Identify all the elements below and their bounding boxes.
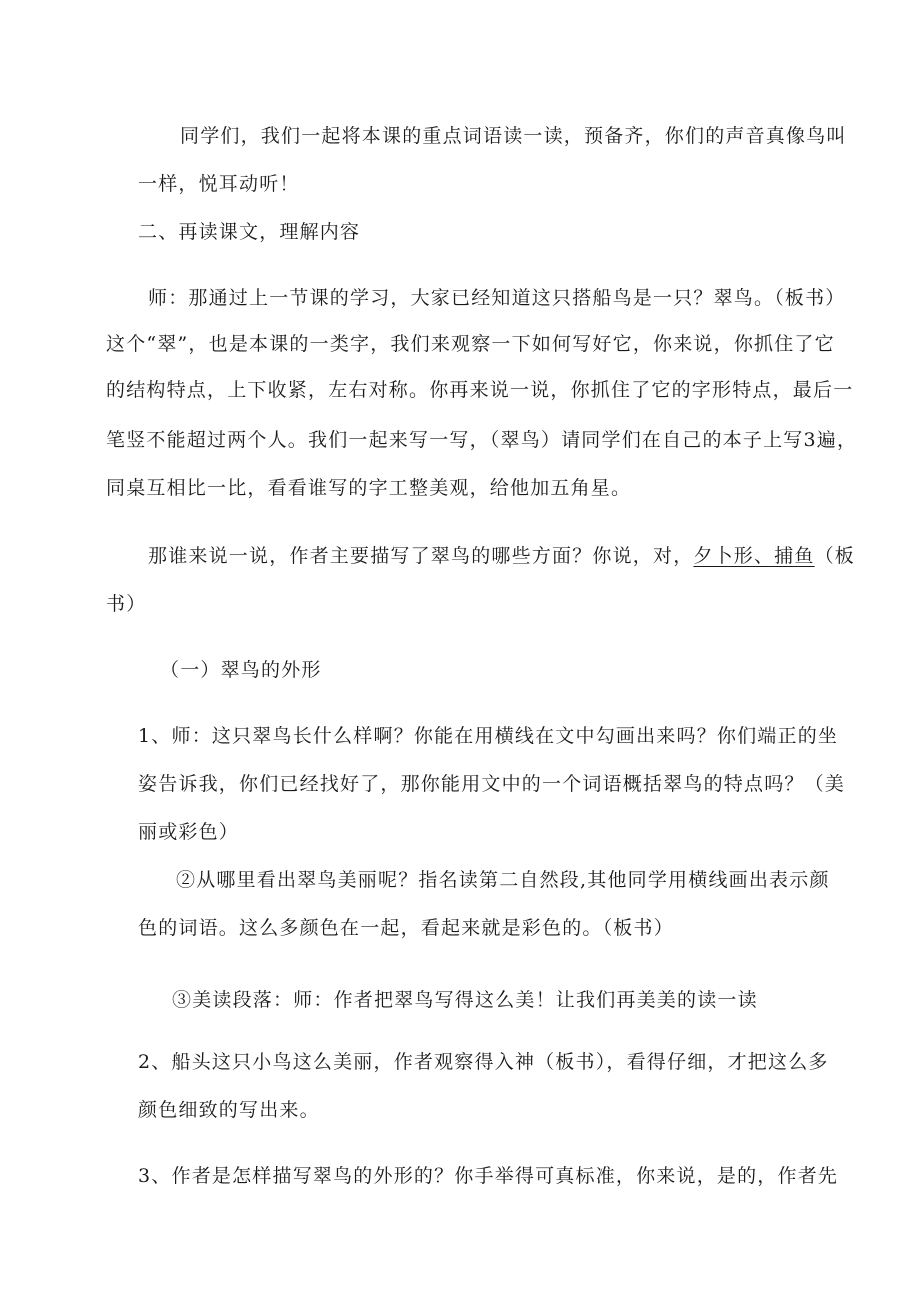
item-1-sub-3: ③美读段落：师：作者把翠鸟写得这么美！让我们再美美的读一读 [172,989,758,1011]
paragraph-3-text-a: 那谁来说一说，作者主要描写了翠鸟的哪些方面？你说，对， [148,545,694,567]
paragraph-2-line-2: 这个“翠”，也是本课的一类字，我们来观察一下如何写好它，你来说，你抓住了它 [106,333,835,355]
item-2-line-2: 颜色细致的写出来。 [138,1099,320,1121]
item-1-sub-2-line-1: ②从哪里看出翠鸟美丽呢？指名读第二自然段,其他同学用横线画出表示颜 [176,869,830,891]
item-1-line-1: 1、师：这只翠鸟长什么样啊？你能在用横线在文中勾画出来吗？你们端正的坐 [138,725,839,747]
item-1-sub-2-line-2: 色的词语。这么多颜色在一起，看起来就是彩色的。（板书） [138,917,674,939]
subheading-appearance: （一）翠鸟的外形 [160,659,322,681]
paragraph-3-line-2: 书） [106,593,147,615]
paragraph-2-line-3: 的结构特点，上下收紧，左右对称。你再来说一说，你抓住了它的字形特点，最后一 [106,379,854,401]
paragraph-1-line-1: 同学们，我们一起将本课的重点词语读一读，预备齐，你们的声音真像鸟叫 [180,125,847,147]
paragraph-2-line-1: 师：那通过上一节课的学习，大家已经知道这只搭船鸟是一只？翠鸟。（板书） [148,287,846,309]
paragraph-2-line-5: 同桌互相比一比，看看谁写的字工整美观，给他加五角星。 [106,477,632,499]
item-1-line-3: 丽或彩色） [138,821,240,843]
item-1-line-2: 姿告诉我，你们已经找好了，那你能用文中的一个词语概括翠鸟的特点吗？（美 [138,773,846,795]
section-heading-2: 二、再读课文，理解内容 [138,221,361,243]
underlined-keywords: 夕卜形、捕鱼 [693,545,815,567]
paragraph-2-line-4: 笔竖不能超过两个人。我们一起来写一写，（翠鸟）请同学们在自己的本子上写3遍， [106,429,858,451]
item-3-line-1: 3、作者是怎样描写翠鸟的外形的？你手举得可真标准，你来说，是的，作者先 [138,1165,839,1187]
item-2-line-1: 2、船头这只小鸟这么美丽，作者观察得入神（板书），看得仔细，才把这么多 [138,1051,829,1073]
paragraph-3-text-b: （板 [814,545,856,567]
paragraph-1-line-2: 一样，悦耳动听！ [138,173,300,195]
paragraph-3-line-1 [148,544,855,568]
